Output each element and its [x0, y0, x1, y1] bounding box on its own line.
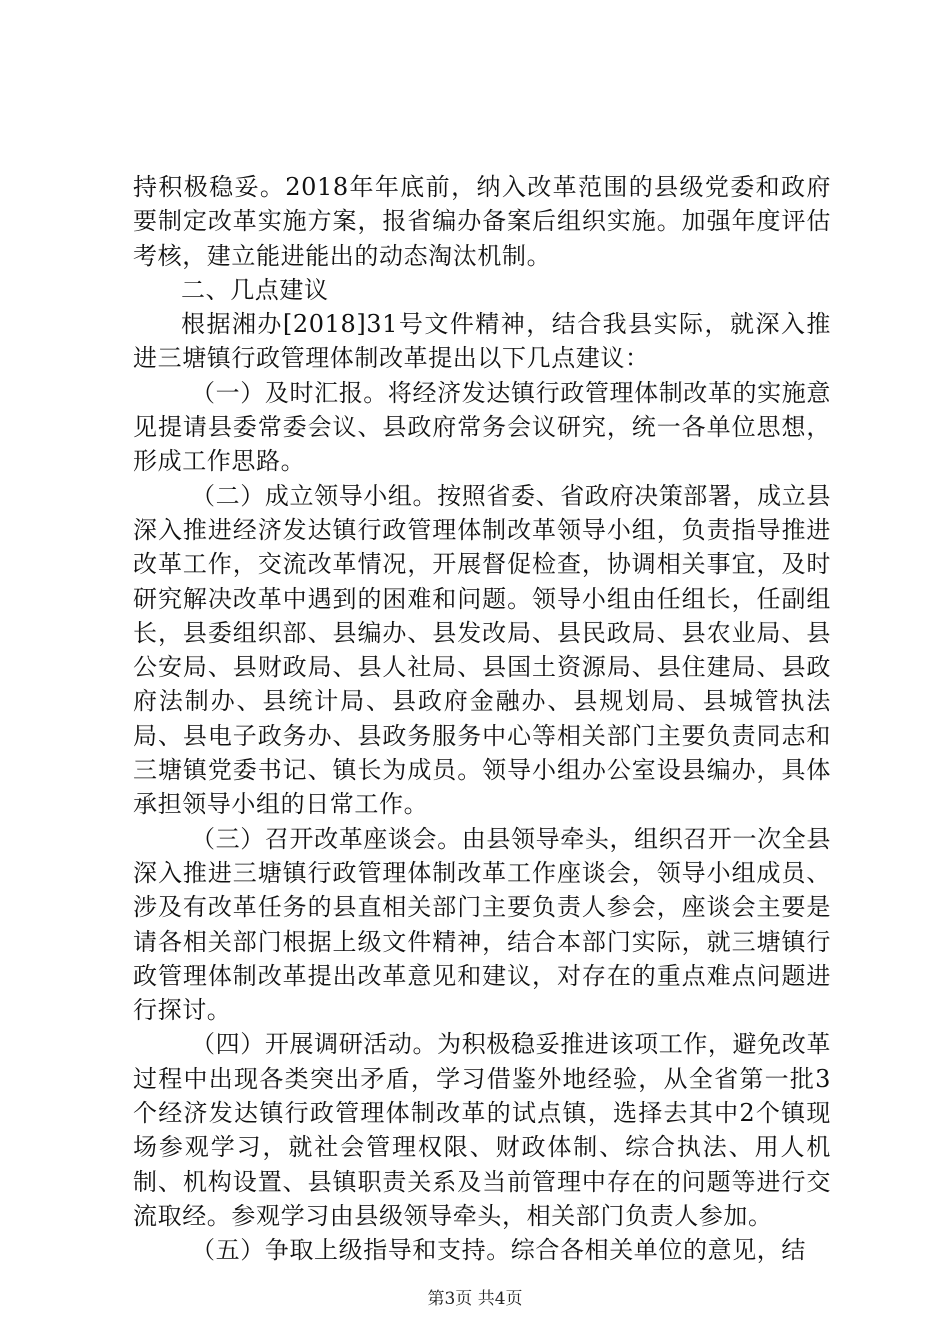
paragraph-continuation: 持积极稳妥。2018年年底前，纳入改革范围的县级党委和政府要制定改革实施方案，报省编办备案后组织实施。加强年度评估考核，建立能进能出的动态淘汰机制。 — [133, 173, 831, 270]
paragraph-item-5: （五）争取上级指导和支持。综合各相关单位的意见，结 — [191, 1236, 806, 1265]
paragraph-item-1: （一）及时汇报。将经济发达镇行政管理体制改革的实施意见提请县委常委会议、县政府常务会议研究，统一各单位思想，形成工作思路。 — [133, 378, 831, 476]
page-footer: 第3页 共4页 — [427, 1289, 523, 1309]
paragraph-intro: 根据湘办[2018]31号文件精神，结合我县实际，就深入推进三塘镇行政管理体制改革提出以下几点建议： — [133, 310, 831, 373]
paragraph-item-3: （三）召开改革座谈会。由县领导牵头，组织召开一次全县深入推进三塘镇行政管理体制改革工作座谈会，领导小组成员、涉及有改革任务的县直相关部门主要负责人参会，座谈会主要是请各相关部门根据上级文件精神，结合本部门实际，就三塘镇行政管理体制改革提出改革意见和建议，对存在的重点难点问题进行探讨。 — [133, 824, 831, 1025]
section-heading: 二、几点建议 — [181, 275, 329, 304]
paragraph-item-2: （二）成立领导小组。按照省委、省政府决策部署，成立县深入推进经济发达镇行政管理体制改革领导小组，负责指导推进改革工作，交流改革情况，开展督促检查，协调相关事宜，及时研究解决改革中遇到的困难和问题。领导小组由任组长，任副组长，县委组织部、县编办、县发改局、县民政局、县农业局、县公安局、县财政局、县人社局、县国土资源局、县住建局、县政府法制办、县统计局、县政府金融办、县规划局、县城管执法局、县电子政务办、县政务服务中心等相关部门主要负责同志和三塘镇党委书记、镇长为成员。领导小组办公室设县编办，具体承担领导小组的日常工作。 — [133, 481, 831, 819]
document-body — [133, 170, 831, 1268]
paragraph-item-4: （四）开展调研活动。为积极稳妥推进该项工作，避免改革过程中出现各类突出矛盾，学习借鉴外地经验，从全省第一批3个经济发达镇行政管理体制改革的试点镇，选择去其中2个镇现场参观学习，就社会管理权限、财政体制、综合执法、用人机制、机构设置、县镇职责关系及当前管理中存在的问题等进行交流取经。参观学习由县级领导牵头，相关部门负责人参加。 — [133, 1030, 831, 1230]
